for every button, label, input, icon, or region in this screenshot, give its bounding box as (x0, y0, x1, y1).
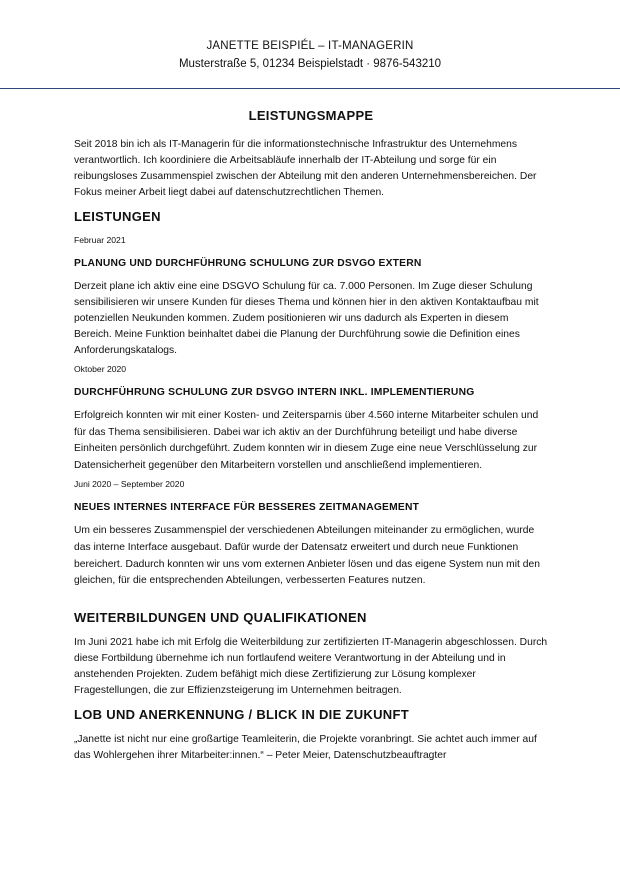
achievement-text: Derzeit plane ich aktiv eine eine DSGVO Schulung für ca. 7.000 Personen. Im Zuge dieser Schulung sensibilisieren wir unsere Kunden für dieses Thema und können hier in den aktiven Kontaktaufbau mit potenziellen Neukunden kommen. Zudem positionieren wir uns dadurch als Experten in diesem Bereich. Meine Funktion beinhaltet dabei die Planung der Durchführung sowie die Definition eines Anforderungskatalogs. (74, 281, 539, 356)
author-name: JANETTE BEISPIÉL – IT-MANAGERIN (206, 40, 414, 52)
achievement-item (74, 363, 548, 474)
achievement-title: NEUES INTERNES INTERFACE FÜR BESSERES ZEITMANAGEMENT (74, 502, 420, 514)
achievement-title: DURCHFÜHRUNG SCHULUNG ZUR DSVGO INTERN INKL. IMPLEMENTIERUNG (74, 387, 475, 398)
section-heading-lob: LOB UND ANERKENNUNG / BLICK IN DIE ZUKUNFT (74, 706, 409, 722)
document-title: LEISTUNGSMAPPE (248, 108, 374, 123)
weiterbildungen-text: Im Juni 2021 habe ich mit Erfolg die Weiterbildung zur zertifizierten IT-Managerin abgeschlossen. Durch diese Fortbildung übernehme ich nun fortlaufend weitere Verantwortung in der Abteilung und in anstehenden Projekten. Zudem befähigt mich diese Zertifizierung zur Lösung komplexer Fragestellungen, die zur Effizienzsteigerung im Unternehmen beitragen. (74, 636, 548, 696)
achievement-date: Juni 2020 – September 2020 (74, 479, 185, 490)
achievement-title: PLANUNG UND DURCHFÜHRUNG SCHULUNG ZUR DSVGO EXTERN (74, 258, 422, 269)
achievement-date: Februar 2021 (74, 235, 126, 245)
document-header (0, 0, 620, 72)
document-body (74, 96, 548, 764)
author-contact: Musterstraße 5, 01234 Beispielstadt · 9876-543210 (178, 58, 442, 70)
achievement-item (74, 234, 548, 359)
achievement-date: Oktober 2020 (74, 364, 127, 374)
section-heading-weiterbildungen: WEITERBILDUNGEN UND QUALIFIKATIONEN (74, 609, 367, 625)
testimonial-quote: „Janette ist nicht nur eine großartige Teamleiterin, die Projekte voranbringt. Sie achtet auch immer auf das Wohlergehen ihrer Mitarbeiter:innen.“ – Peter Meier, Datenschutzbeauftragter (74, 733, 537, 761)
achievement-item (74, 478, 548, 589)
achievement-text: Um ein besseres Zusammenspiel der verschiedenen Abteilungen miteinander zu ermöglichen, wurde das interne Interface ausgebaut. Dafür wurde der Datensatz erweitert und durch neue Funktionen bereichert. Dadurch konnten wir uns vom externen Anbieter lösen und das eigene System nun mit den gleichen, für die entsprechenden Abteilungen, verbesserten Features nutzen. (74, 525, 540, 587)
intro-paragraph: Seit 2018 bin ich als IT-Managerin für die informationstechnische Infrastruktur des Unternehmens verantwortlich. Ich koordiniere die Arbeitsabläufe innerhalb der IT-Abteilung und sorge für ein reibungsloses Zusammenspiel zwischen der Abteilung mit den anderen Unternehmensbereichen. Der Fokus meiner Arbeit liegt dabei auf datenschutzrechtlichen Themen. (74, 139, 537, 198)
achievement-text: Erfolgreich konnten wir mit einer Kosten- und Zeitersparnis über 4.560 interne Mitarbeiter schulen und für das Thema sensibilisieren. Dabei war ich aktiv an der Durchführung beteiligt und habe diverse Einheiten persönlich durchgeführt. Zudem konnten wir in diesem Zuge eine neue Verschlüsselung zur Datensicherheit gegenüber den Mitarbeitern vorstellen und anschließend implementieren. (74, 410, 539, 471)
header-divider (0, 88, 620, 89)
section-heading-leistungen: LEISTUNGEN (74, 209, 161, 224)
